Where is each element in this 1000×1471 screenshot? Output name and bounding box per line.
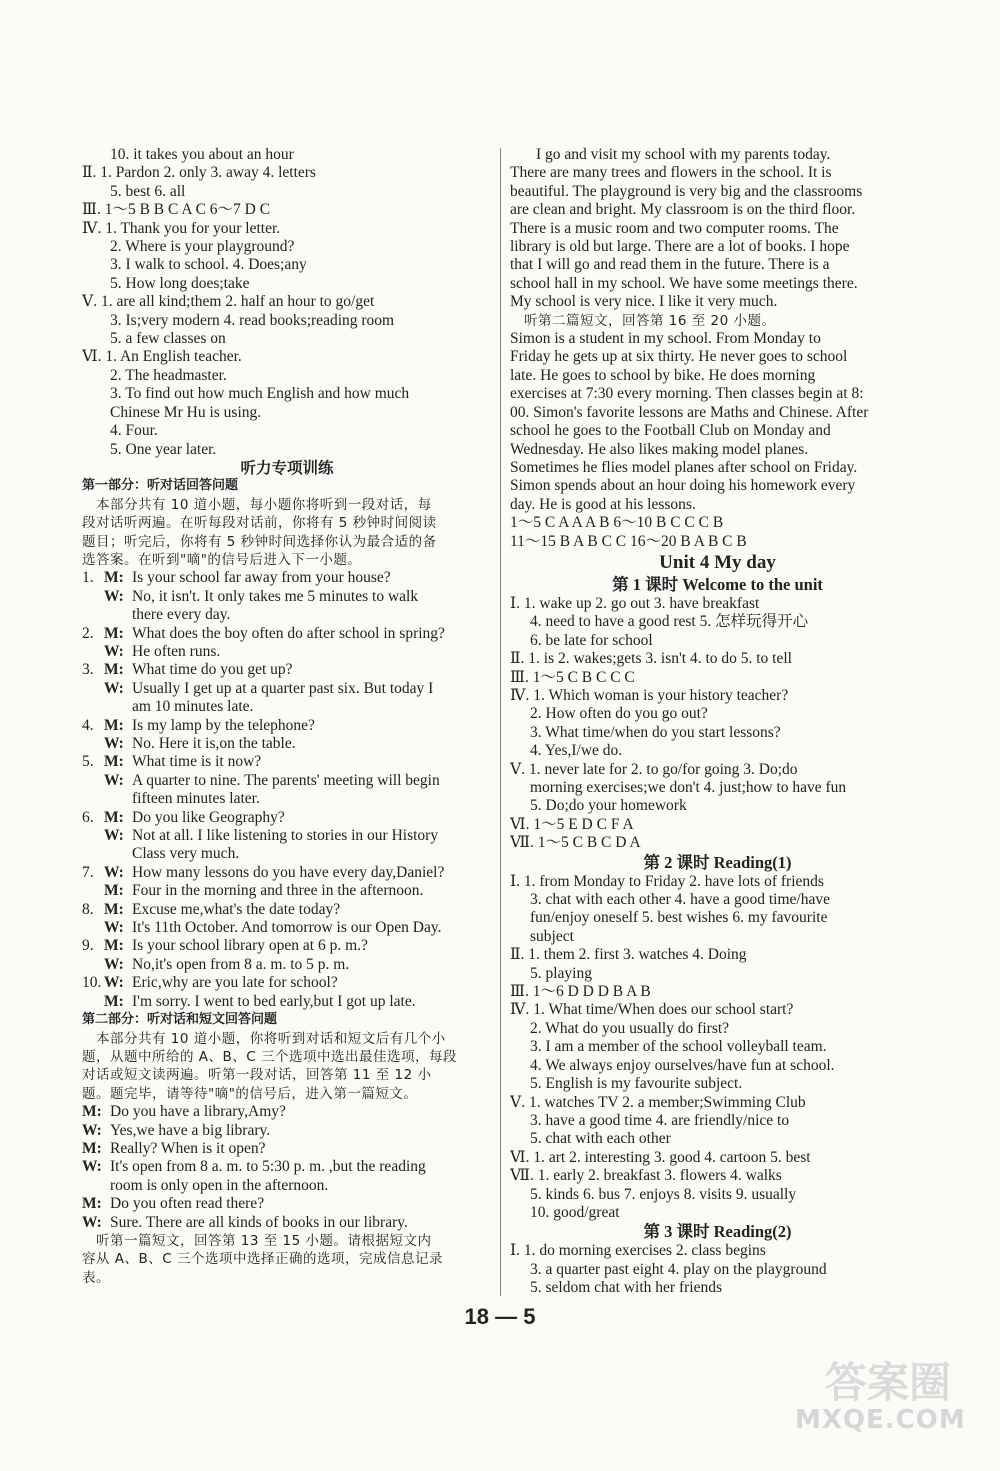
dialogue-text: Do you like Geography? [132, 808, 285, 826]
text-line: Friday he gets up at six thirty. He never goes to school [510, 348, 848, 366]
question-number: 7. [82, 863, 94, 881]
text-line: Ⅵ. 1. An English teacher. [82, 348, 242, 366]
dialogue-line [82, 772, 492, 790]
answer-line: 2. Where is your playground? [110, 238, 295, 256]
dialogue-line [82, 882, 492, 900]
speaker-label: M: [104, 900, 124, 918]
speaker-label: M: [104, 716, 124, 734]
instruction-line: 听第二篇短文，回答第 16 至 20 小题。 [510, 312, 776, 329]
text-line: Simon is a student in my school. From Monday to [510, 330, 821, 348]
speaker-label: M: [82, 1103, 102, 1121]
text-line: that I will go and read them in the future. There is a [510, 256, 830, 274]
text-line: Ⅵ. 1. art 2. interesting 3. good 4. cartoon 5. best [510, 1148, 811, 1166]
text-line: Ⅴ. 1. are all kind;them 2. half an hour to go/get [82, 293, 375, 311]
dialogue-continuation: room is only open in the afternoon. [110, 1176, 329, 1194]
speaker-label: W: [104, 919, 124, 937]
text-line: Ⅵ. 1～5 E D C F A [510, 815, 634, 833]
speaker-label: M: [104, 753, 124, 771]
text-line: Ⅱ. 1. is 2. wakes;gets 3. isn't 4. to do 5. to tell [510, 650, 792, 668]
answer-line: 2. What do you usually do first? [530, 1019, 730, 1037]
text-line: Ⅲ. 1～5 C B C C C [510, 668, 635, 686]
dialogue-text: Do you often read there? [110, 1195, 265, 1213]
text-line: Ⅶ. 1. early 2. breakfast 3. flowers 4. walks [510, 1167, 782, 1185]
text-line: school he goes to the Football Club on Monday and [510, 422, 831, 440]
instruction-line: 题，从题中所给的 A、B、C 三个选项中选出最佳选项，每段 [82, 1048, 458, 1065]
answer-line: 3. I walk to school. 4. Does;any [110, 256, 307, 274]
text-line: Ⅳ. 1. Thank you for your letter. [82, 219, 281, 237]
text-line: school hall in my school. We have some meetings there. [510, 274, 858, 292]
dialogue-line [82, 956, 492, 974]
dialogue-line [82, 827, 492, 845]
speaker-label: M: [104, 808, 124, 826]
text-line: library is old but large. There are a lot of books. I hope [510, 238, 850, 256]
dialogue-text: Is my lamp by the telephone? [132, 716, 315, 734]
answer-line: 3. I am a member of the school volleyball team. [530, 1038, 827, 1056]
speaker-label: M: [104, 624, 124, 642]
speaker-label: M: [82, 1139, 102, 1157]
instruction-line: 本部分共有 10 道小题，你将听到对话和短文后有几个小 [82, 1030, 446, 1047]
answer-line: 3. a quarter past eight 4. play on the playground [530, 1260, 827, 1278]
question-number: 5. [82, 753, 94, 771]
dialogue-text: It's open from 8 a. m. to 5:30 p. m. ,but the reading [110, 1158, 426, 1176]
text-line: 11～15 B A B C C 16～20 B A B C B [510, 532, 747, 550]
lesson-title: 第 1 课时 Welcome to the unit [612, 574, 823, 594]
dialogue-line [82, 974, 492, 992]
text-line: Ⅳ. 1. Which woman is your history teacher? [510, 686, 789, 704]
answer-line: 5. a few classes on [110, 330, 226, 348]
dialogue-line [82, 1122, 492, 1140]
dialogue-text: Do you have a library,Amy? [110, 1103, 286, 1121]
text-line: Ⅰ. 1. wake up 2. go out 3. have breakfast [510, 594, 760, 612]
left-column [82, 146, 492, 1287]
text-line: Ⅰ. 1. from Monday to Friday 2. have lots of friends [510, 872, 824, 890]
dialogue-text: No, it isn't. It only takes me 5 minutes to walk [132, 587, 419, 605]
speaker-label: W: [82, 1158, 102, 1176]
dialogue-text: No,it's open from 8 a. m. to 5 p. m. [132, 955, 350, 973]
speaker-label: M: [104, 661, 124, 679]
answer-line: 3. chat with each other 4. have a good time/have [530, 891, 830, 909]
text-line: late. He goes to school by bike. He does morning [510, 366, 816, 384]
answer-line: 5. best 6. all [110, 182, 186, 200]
text-line: Ⅰ. 1. do morning exercises 2. class begins [510, 1242, 766, 1260]
instruction-line: 听第一篇短文，回答第 13 至 15 小题。请根据短文内 [82, 1232, 432, 1249]
text-line: Ⅲ. 1～5 B B C A C 6～7 D C [82, 201, 271, 219]
answer-line: 2. The headmaster. [110, 366, 227, 384]
speaker-label: W: [104, 974, 124, 992]
speaker-label: W: [104, 679, 124, 697]
dialogue-text: Four in the morning and three in the afternoon. [132, 882, 424, 900]
answer-line: 10. good/great [530, 1203, 620, 1221]
text-line: There are many trees and flowers in the school. It is [510, 164, 832, 182]
dialogue-line [82, 643, 492, 661]
speaker-label: W: [104, 735, 124, 752]
dialogue-text: Is your school far away from your house? [132, 569, 391, 587]
speaker-label: W: [104, 827, 124, 845]
dialogue-line [82, 717, 492, 735]
text-line: day. He is good at his lessons. [510, 495, 696, 513]
lesson-title: 第 2 课时 Reading(1) [643, 852, 792, 872]
dialogue-text: Eric,why are you late for school? [132, 974, 338, 992]
text-line: Wednesday. He also likes making model planes. [510, 440, 809, 458]
dialogue-text: Sure. There are all kinds of books in our library. [110, 1213, 408, 1231]
dialogue-line [82, 864, 492, 882]
dialogue-text: What time is it now? [132, 753, 262, 771]
answer-line: 5. Do;do your homework [530, 797, 687, 815]
speaker-label: W: [104, 587, 124, 605]
question-number: 2. [82, 624, 94, 642]
text-line: I go and visit my school with my parents today. [536, 146, 831, 163]
dialogue-line [82, 661, 492, 679]
instruction-line: 题目；听完后，你将有 5 秒钟时间选择你认为最合适的备 [82, 533, 437, 550]
text-line: beautiful. The playground is very big and the classrooms [510, 182, 863, 200]
dialogue-text: Yes,we have a big library. [110, 1121, 271, 1139]
question-number: 10. [82, 974, 102, 992]
instruction-line: 容从 A、B、C 三个选项中选择正确的选项，完成信息记录 [82, 1251, 444, 1268]
text-line: There is a music room and two computer rooms. The [510, 219, 839, 237]
speaker-label: W: [104, 955, 124, 973]
instruction-line: 选答案。在听到"嘀"的信号后进入下一小题。 [82, 551, 362, 568]
dialogue-line [82, 1214, 492, 1232]
speaker-label: M: [104, 569, 124, 587]
dialogue-continuation: there every day. [132, 606, 231, 624]
text-line: My school is very nice. I like it very much. [510, 293, 778, 311]
question-number: 4. [82, 716, 94, 734]
answer-line: 4. need to have a good rest 5. 怎样玩得开心 [530, 613, 809, 631]
dialogue-line [82, 1158, 492, 1176]
answer-line: 3. Is;very modern 4. read books;reading room [110, 311, 395, 329]
answer-line: 5. How long does;take [110, 274, 250, 292]
answer-line: Chinese Mr Hu is using. [110, 403, 262, 421]
dialogue-line [82, 588, 492, 606]
part-heading: 第一部分：听对话回答问题 [82, 478, 239, 494]
answer-line: 3. What time/when do you start lessons? [530, 723, 781, 741]
text-line: Sometimes he flies model planes after school on Friday. [510, 458, 858, 476]
answer-line: 5. kinds 6. bus 7. enjoys 8. visits 9. usually [530, 1185, 797, 1203]
speaker-label: W: [82, 1121, 102, 1139]
text-line: Ⅱ. 1. Pardon 2. only 3. away 4. letters [82, 164, 316, 182]
text-line: Ⅳ. 1. What time/When does our school start? [510, 1001, 794, 1019]
logo-watermark: 答案圈 [825, 1358, 952, 1407]
answer-line: 6. be late for school [530, 631, 653, 649]
speaker-label: W: [104, 642, 124, 660]
dialogue-line [82, 753, 492, 771]
speaker-label: M: [104, 992, 124, 1010]
dialogue-text: How many lessons do you have every day,Daniel? [132, 863, 445, 881]
dialogue-continuation: fifteen minutes later. [132, 790, 260, 808]
dialogue-line [82, 809, 492, 827]
speaker-label: W: [104, 863, 124, 881]
dialogue-line [82, 1195, 492, 1213]
text-line: Ⅲ. 1～6 D D D B A B [510, 983, 651, 1001]
dialogue-line [82, 735, 492, 753]
speaker-label: M: [104, 882, 124, 900]
instruction-line: 段对话听两遍。在听每段对话前，你将有 5 秒钟时间阅读 [82, 515, 437, 532]
dialogue-text: What time do you get up? [132, 661, 293, 679]
dialogue-line [82, 625, 492, 643]
answer-line: fun/enjoy oneself 5. best wishes 6. my favourite [530, 909, 828, 927]
text-line: are clean and bright. My classroom is on the third floor. [510, 201, 856, 219]
answer-line: 2. How often do you go out? [530, 705, 708, 723]
instruction-line: 对话或短文读两遍。听第一段对话，回答第 11 至 12 小 [82, 1067, 432, 1084]
right-column [510, 146, 925, 1298]
section-heading: 听力专项训练 [240, 458, 334, 477]
column-divider [500, 148, 501, 1296]
dialogue-line [82, 569, 492, 587]
text-line: Ⅴ. 1. watches TV 2. a member;Swimming Club [510, 1093, 806, 1111]
answer-line: 5. One year later. [110, 440, 217, 458]
answer-line: 4. We always enjoy ourselves/have fun at school. [530, 1056, 835, 1074]
dialogue-continuation: Class very much. [132, 845, 240, 863]
text-line: Simon spends about an hour doing his homework every [510, 477, 856, 495]
speaker-label: W: [82, 1213, 102, 1231]
dialogue-text: Is your school library open at 6 p. m.? [132, 937, 368, 955]
answer-line: 10. it takes you about an hour [110, 146, 294, 163]
answer-line: 5. playing [530, 964, 592, 982]
answer-line: 5. seldom chat with her friends [530, 1279, 722, 1297]
answer-line: 3. To find out how much English and how much [110, 385, 410, 403]
dialogue-text: Usually I get up at a quarter past six. But today I [132, 679, 434, 697]
text-line: Ⅴ. 1. never late for 2. to go/for going 3. Do;do [510, 760, 798, 778]
question-number: 3. [82, 661, 94, 679]
speaker-label: M: [104, 937, 124, 955]
dialogue-text: It's 11th October. And tomorrow is our Open Day. [132, 919, 442, 937]
answer-line: subject [530, 927, 574, 945]
instruction-line: 表。 [82, 1269, 110, 1286]
unit-title: Unit 4 My day [659, 551, 776, 573]
dialogue-line [82, 680, 492, 698]
dialogue-text: No. Here it is,on the table. [132, 735, 296, 752]
dialogue-text: What does the boy often do after school in spring? [132, 624, 445, 642]
dialogue-text: Not at all. I like listening to stories in our History [132, 827, 439, 845]
speaker-label: W: [104, 771, 124, 789]
dialogue-line [82, 1103, 492, 1121]
answer-line: 5. English is my favourite subject. [530, 1075, 743, 1093]
speaker-label: M: [82, 1195, 102, 1213]
dialogue-line [82, 1140, 492, 1158]
instruction-line: 题。题完毕，请等待"嘀"的信号后，进入第一篇短文。 [82, 1085, 418, 1102]
answer-line: morning exercises;we don't 4. just;how to have fun [530, 779, 847, 796]
dialogue-text: I'm sorry. I went to bed early,but I got up late. [132, 992, 416, 1010]
instruction-line: 本部分共有 10 道小题，每小题你将听到一段对话，每 [82, 496, 432, 513]
lesson-title: 第 3 课时 Reading(2) [643, 1222, 792, 1242]
text-line: 00. Simon's favorite lessons are Maths and Chinese. After [510, 403, 869, 421]
dialogue-continuation: am 10 minutes late. [132, 698, 254, 716]
dialogue-line [82, 919, 492, 937]
dialogue-text: Excuse me,what's the date today? [132, 900, 341, 918]
text-line: Ⅱ. 1. them 2. first 3. watches 4. Doing [510, 946, 747, 964]
dialogue-text: He often runs. [132, 642, 221, 660]
page-number: 18 — 5 [464, 1304, 536, 1329]
dialogue-line [82, 993, 492, 1011]
text-line: 1～5 C A A A B 6～10 B C C C B [510, 514, 724, 532]
dialogue-line [82, 901, 492, 919]
answer-line: 4. Four. [110, 422, 158, 440]
text-line: Ⅶ. 1～5 C B C D A [510, 834, 641, 852]
question-number: 1. [82, 569, 94, 587]
question-number: 6. [82, 808, 94, 826]
part-heading: 第二部分：听对话和短文回答问题 [82, 1012, 278, 1028]
answer-line: 3. have a good time 4. are friendly/nice to [530, 1111, 790, 1129]
question-number: 9. [82, 937, 94, 955]
dialogue-line [82, 937, 492, 955]
dialogue-text: Really? When is it open? [110, 1139, 266, 1157]
site-watermark: MXQE.COM [795, 1405, 966, 1435]
question-number: 8. [82, 900, 94, 918]
answer-line: 4. Yes,I/we do. [530, 742, 623, 760]
dialogue-text: A quarter to nine. The parents' meeting will begin [132, 771, 440, 789]
text-line: exercises at 7:30 every morning. Then classes begin at 8: [510, 385, 864, 403]
answer-line: 5. chat with each other [530, 1130, 671, 1148]
